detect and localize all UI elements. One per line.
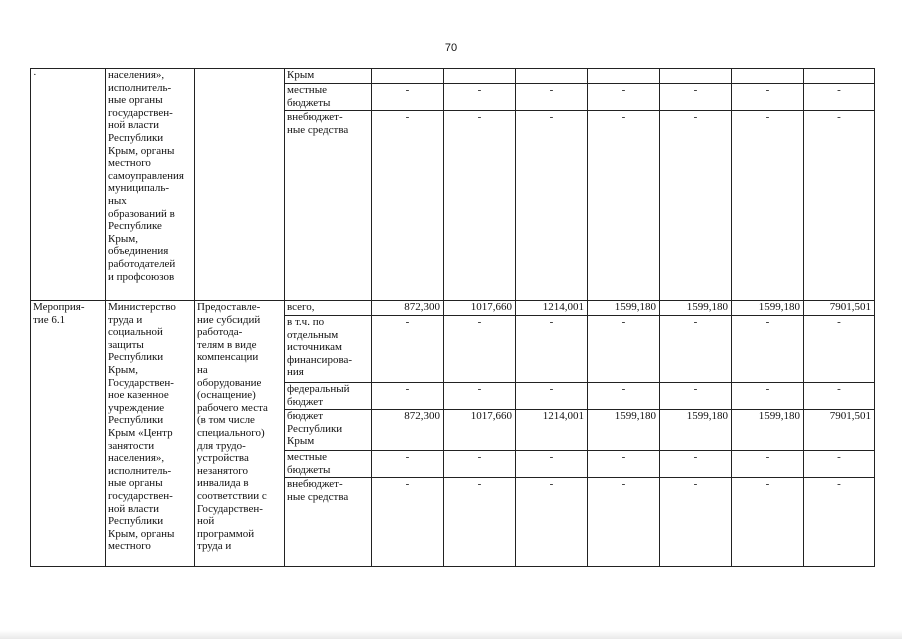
value-cell: - bbox=[732, 451, 804, 478]
scan-edge-shadow bbox=[0, 630, 902, 639]
value-cell: 1214,001 bbox=[516, 410, 588, 451]
funding-source: внебюджет- ные средства bbox=[285, 111, 372, 301]
value-cell: - bbox=[588, 478, 660, 567]
value-cell: 1599,180 bbox=[588, 301, 660, 316]
value-cell: - bbox=[372, 84, 444, 111]
value-cell bbox=[732, 69, 804, 84]
value-cell: 1599,180 bbox=[660, 301, 732, 316]
value-cell: - bbox=[372, 111, 444, 301]
value-cell: - bbox=[804, 478, 875, 567]
table-row bbox=[31, 69, 875, 84]
value-cell: - bbox=[516, 84, 588, 111]
value-cell: - bbox=[372, 451, 444, 478]
value-cell: - bbox=[516, 316, 588, 383]
value-cell: - bbox=[660, 383, 732, 410]
cell-description: Предоставле- ние субсидий работода- телям в виде компенсации на оборудование (оснащение) рабочего места (в том числе специального) для трудо- устройства незанятого инвалида в соответствии с Государствен- ной программой труда и bbox=[195, 301, 285, 567]
value-cell: - bbox=[372, 383, 444, 410]
cell-activity: Мероприя- тие 6.1 bbox=[31, 301, 106, 567]
value-cell: 1599,180 bbox=[732, 301, 804, 316]
value-cell: - bbox=[660, 478, 732, 567]
value-cell: - bbox=[588, 383, 660, 410]
table-row bbox=[31, 301, 875, 316]
value-cell: - bbox=[516, 451, 588, 478]
value-cell: 7901,501 bbox=[804, 301, 875, 316]
funding-source: всего, bbox=[285, 301, 372, 316]
cell-col3 bbox=[195, 69, 285, 301]
value-cell: - bbox=[660, 84, 732, 111]
value-cell: - bbox=[516, 111, 588, 301]
funding-source: в т.ч. по отдельным источникам финансирова- ния bbox=[285, 316, 372, 383]
value-cell: - bbox=[516, 478, 588, 567]
page-number: 70 bbox=[444, 42, 458, 54]
value-cell: - bbox=[732, 84, 804, 111]
value-cell: - bbox=[372, 478, 444, 567]
value-cell: - bbox=[588, 316, 660, 383]
funding-source: местные бюджеты bbox=[285, 451, 372, 478]
value-cell: - bbox=[444, 451, 516, 478]
value-cell: - bbox=[732, 383, 804, 410]
value-cell: - bbox=[660, 451, 732, 478]
cell-executor: населения», исполнитель- ные органы государствен- ной власти Республики Крым, органы местного самоуправления муниципаль- ных образований в Республике Крым, объединения работодателей и профсоюзов bbox=[106, 69, 195, 301]
value-cell: - bbox=[804, 316, 875, 383]
funding-source: местные бюджеты bbox=[285, 84, 372, 111]
value-cell bbox=[444, 69, 516, 84]
funding-source: бюджет Республики Крым bbox=[285, 410, 372, 451]
value-cell: - bbox=[444, 383, 516, 410]
cell-executor: Министерство труда и социальной защиты Республики Крым, Государствен- ное казенное учреждение Республики Крым «Центр занятости населения», исполнитель- ные органы государствен- ной власти Республики Крым, органы местного bbox=[106, 301, 195, 567]
value-cell: - bbox=[444, 316, 516, 383]
value-cell: - bbox=[588, 111, 660, 301]
value-cell bbox=[804, 69, 875, 84]
value-cell: - bbox=[732, 478, 804, 567]
funding-source: внебюджет- ные средства bbox=[285, 478, 372, 567]
value-cell: - bbox=[444, 111, 516, 301]
value-cell: 1017,660 bbox=[444, 301, 516, 316]
value-cell: 7901,501 bbox=[804, 410, 875, 451]
value-cell: 1017,660 bbox=[444, 410, 516, 451]
value-cell: - bbox=[588, 451, 660, 478]
value-cell: 872,300 bbox=[372, 301, 444, 316]
value-cell: - bbox=[804, 111, 875, 301]
value-cell bbox=[372, 69, 444, 84]
value-cell: 1214,001 bbox=[516, 301, 588, 316]
funding-source: Крым bbox=[285, 69, 372, 84]
funding-table bbox=[30, 68, 875, 567]
value-cell: - bbox=[372, 316, 444, 383]
value-cell bbox=[660, 69, 732, 84]
value-cell bbox=[516, 69, 588, 84]
value-cell: - bbox=[588, 84, 660, 111]
value-cell bbox=[588, 69, 660, 84]
funding-source: федеральный бюджет bbox=[285, 383, 372, 410]
value-cell: 1599,180 bbox=[660, 410, 732, 451]
value-cell: 1599,180 bbox=[732, 410, 804, 451]
value-cell: - bbox=[804, 451, 875, 478]
value-cell: - bbox=[660, 111, 732, 301]
value-cell: - bbox=[804, 383, 875, 410]
value-cell: - bbox=[732, 111, 804, 301]
value-cell: - bbox=[516, 383, 588, 410]
value-cell: - bbox=[804, 84, 875, 111]
value-cell: - bbox=[444, 84, 516, 111]
value-cell: - bbox=[732, 316, 804, 383]
cell-col1: · bbox=[31, 69, 106, 301]
value-cell: 872,300 bbox=[372, 410, 444, 451]
value-cell: - bbox=[660, 316, 732, 383]
value-cell: 1599,180 bbox=[588, 410, 660, 451]
value-cell: - bbox=[444, 478, 516, 567]
